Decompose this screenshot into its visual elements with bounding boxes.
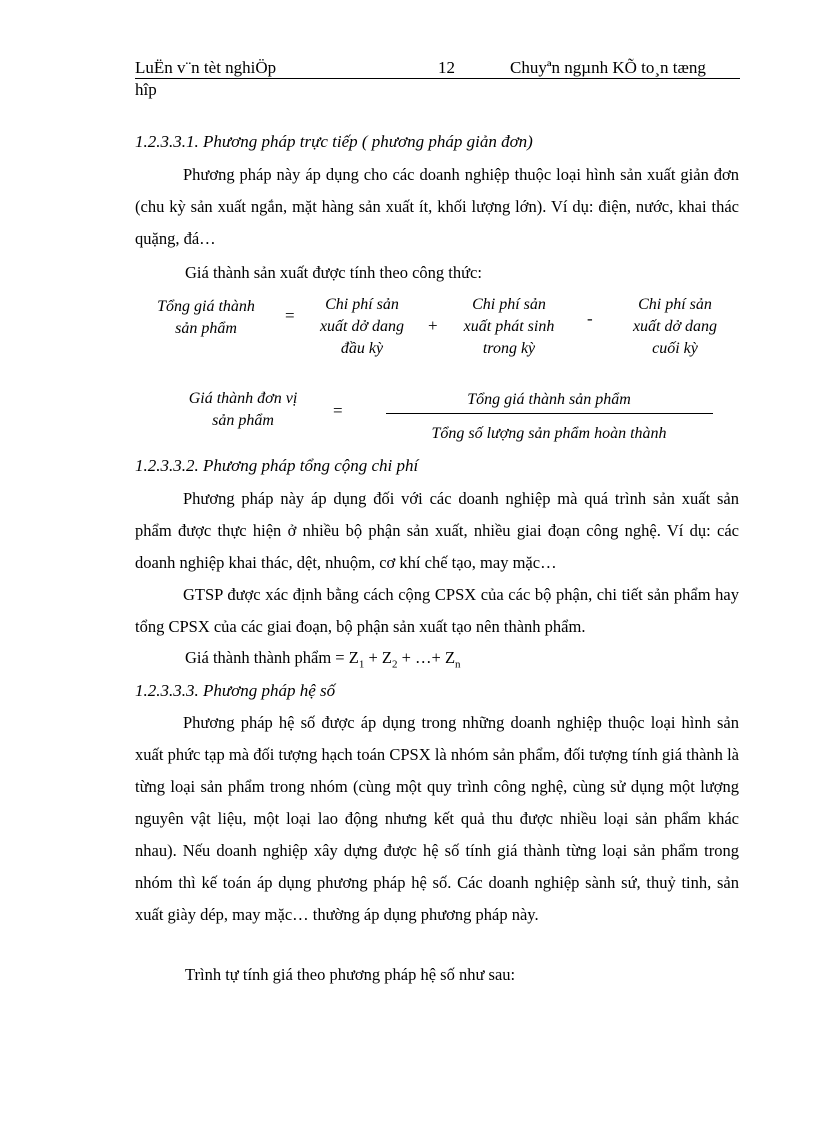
formula1-term3-line3: cuối kỳ — [652, 340, 698, 357]
formula2-lhs — [168, 388, 318, 432]
formula2-fraction-bar — [386, 413, 713, 414]
formula1-term1-line2: xuất dở dang — [319, 318, 405, 335]
formula1-term-opening-wip — [304, 294, 420, 360]
formula1-term3-line1: Chi phí sản — [638, 296, 712, 313]
subscript-n: n — [455, 658, 461, 671]
subscript-2: 2 — [391, 658, 398, 671]
paragraph-coefficient-method — [135, 707, 739, 931]
formula1-term2-line2: xuất phát sinh — [463, 318, 555, 335]
formula2-denominator: Tổng số lượng sản phẩm hoàn thành — [431, 425, 667, 442]
section-heading-coefficient-method: 1.2.3.3.3. Phương pháp hệ số — [135, 681, 336, 700]
header-major-continuation: hîp — [135, 80, 157, 99]
formula-prefix: Giá thành thành phẩm = Z — [185, 648, 359, 667]
section-heading-direct-method: 1.2.3.3.1. Phương pháp trực tiếp ( phương pháp giản đơn) — [135, 132, 533, 151]
paragraph-text: GTSP được xác định bằng cách cộng CPSX của các bộ phận, chi tiết sản phẩm hay tổng CPSX của các giai đoạn, bộ phận sản xuất tạo nên thành phẩm. — [135, 585, 739, 636]
formula1-term-incurred — [446, 294, 572, 360]
formula1-term-closing-wip — [613, 294, 737, 360]
formula2-numerator: Tổng giá thành sản phẩm — [467, 391, 631, 408]
section-heading-cost-summation: 1.2.3.3.2. Phương pháp tổng cộng chi phí — [135, 456, 419, 475]
header-major: Chuyªn ngµnh KÕ to¸n tæng — [510, 58, 706, 77]
formula1-term2-line1: Chi phí sản — [472, 296, 546, 313]
formula1-term2-line3: trong kỳ — [482, 340, 536, 357]
formula1-equals: = — [285, 306, 295, 325]
formula1-plus: + — [428, 316, 438, 335]
paragraph-text: Phương pháp này áp dụng đối với các doanh nghiệp mà quá trình sản xuất sản phẩm được thực hiện ở nhiều bộ phận sản xuất, nhiều giai đoạn công nghệ. Ví dụ: các doanh nghiệp khai thác, dệt, nhuộm, cơ khí chế tạo, may mặc… — [135, 489, 739, 572]
formula1-lhs — [140, 296, 272, 340]
paragraph-text: Phương pháp này áp dụng cho các doanh nghiệp thuộc loại hình sản xuất giản đơn (chu kỳ sản xuất ngắn, mặt hàng sản xuất ít, khối lượng lớn). Ví dụ: điện, nước, khai thác quặng, đá… — [135, 165, 739, 248]
formula1-term1-line1: Chi phí sản — [325, 296, 399, 313]
subscript-1: 1 — [358, 658, 365, 671]
formula1-term1-line3: đầu kỳ — [340, 340, 384, 357]
paragraph-coefficient-steps: Trình tự tính giá theo phương pháp hệ số như sau: — [185, 965, 516, 984]
header-page-number: 12 — [438, 58, 455, 77]
formula-mid1: + Z — [364, 648, 392, 667]
formula1-lhs-line2: sản phẩm — [175, 320, 237, 337]
formula1-term3-line2: xuất dở dang — [632, 318, 718, 335]
paragraph-direct-method — [135, 159, 739, 255]
formula2-lhs-line2: sản phẩm — [212, 412, 274, 429]
header-thesis-title: LuËn v¨n tèt nghiÖp — [135, 58, 277, 77]
formula2-lhs-line1: Giá thành đơn vị — [188, 390, 298, 407]
formula1-lhs-line1: Tổng giá thành — [157, 298, 255, 315]
formula-finished-cost — [185, 648, 461, 670]
formula2-equals: = — [333, 401, 343, 420]
formula-mid2: + …+ Z — [397, 648, 456, 667]
paragraph-formula-intro: Giá thành sản xuất được tính theo công thức: — [185, 263, 482, 282]
paragraph-cost-summation — [135, 483, 739, 579]
page-header — [135, 58, 740, 79]
paragraph-gtsp — [135, 579, 739, 643]
paragraph-text: Phương pháp hệ số được áp dụng trong những doanh nghiệp thuộc loại hình sản xuất phức tạp mà đối tượng hạch toán CPSX là nhóm sản phẩm, đối tượng tính giá thành là từng loại sản phẩm trong nhóm (cùng một quy trình công nghệ, cùng sử dụng một lượng nguyên vật liệu, một loại lao động nhưng kết quả thu được nhiều loại sản phẩm khác nhau). Nếu doanh nghiệp xây dựng được hệ số tính giá thành từng loại sản phẩm trong nhóm thì kế toán áp dụng phương pháp hệ số. Các doanh nghiệp sành sứ, thuỷ tinh, sản xuất giày dép, may mặc… thường áp dụng phương pháp này. — [135, 713, 739, 924]
formula1-minus: - — [587, 309, 593, 328]
